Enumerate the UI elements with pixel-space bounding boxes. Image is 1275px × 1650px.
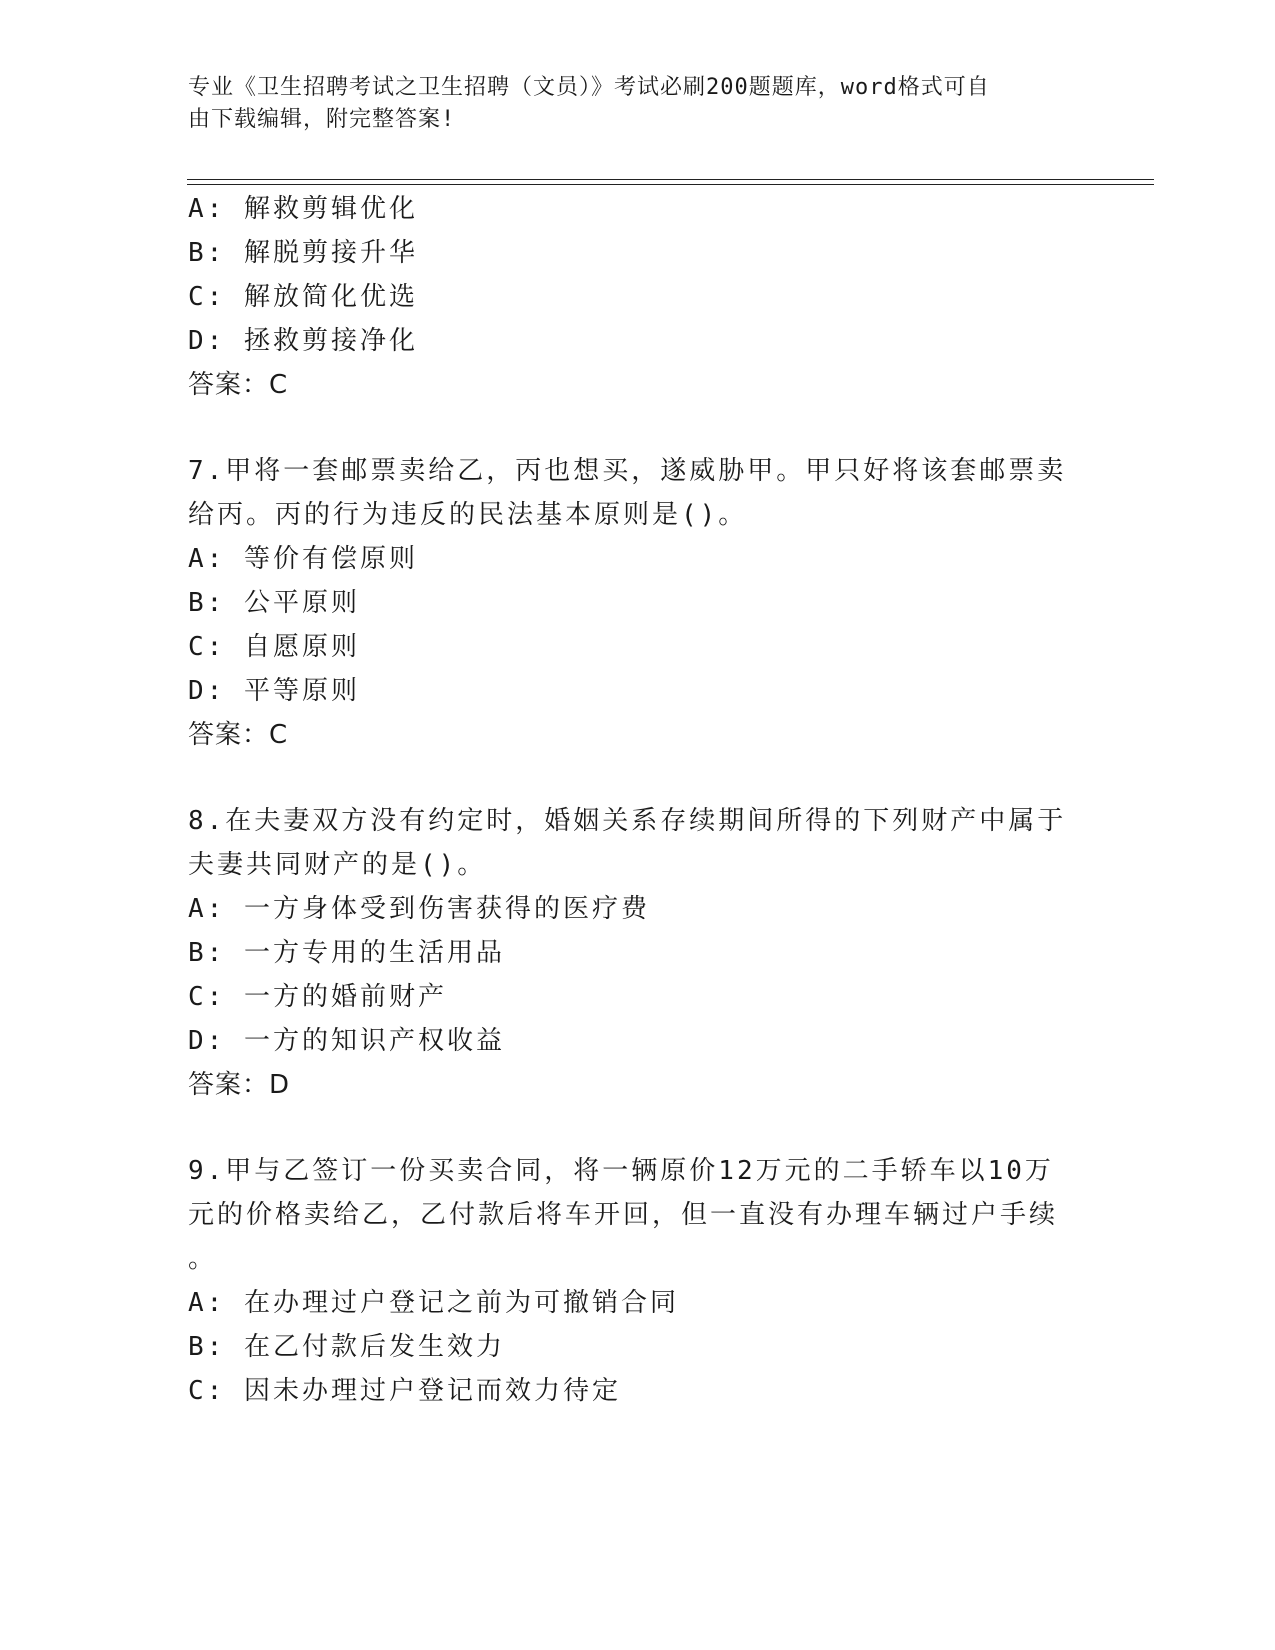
q8-option-d: D: 一方的知识产权收益 [188, 1026, 505, 1056]
q7-stem-line-2: 给丙。丙的行为违反的民法基本原则是()。 [188, 500, 748, 530]
q9-stem-line-1: 9.甲与乙签订一份买卖合同，将一辆原价12万元的二手轿车以10万 [188, 1156, 1054, 1186]
document-header [188, 72, 1068, 136]
header-line-1: 专业《卫生招聘考试之卫生招聘（文员）》考试必刷200题题库，word格式可自 [188, 75, 990, 100]
q6-answer: 答案：C [188, 370, 289, 400]
q9-stem-line-2: 元的价格卖给乙，乙付款后将车开回，但一直没有办理车辆过户手续 [188, 1200, 1059, 1230]
q7-option-d: D: 平等原则 [188, 676, 360, 706]
q9-option-a: A: 在办理过户登记之前为可撤销合同 [188, 1288, 679, 1318]
q9-stem-line-3: 。 [188, 1244, 218, 1274]
q8-stem-line-1: 8.在夫妻双方没有约定时，婚姻关系存续期间所得的下列财产中属于 [188, 806, 1067, 836]
q7-answer: 答案：C [188, 720, 289, 750]
q8-option-c: C: 一方的婚前财产 [188, 982, 447, 1012]
header-divider-bottom [187, 184, 1154, 185]
q9-option-c: C: 因未办理过户登记而效力待定 [188, 1376, 621, 1406]
q6-option-b: B: 解脱剪接升华 [188, 238, 418, 268]
q8-answer: 答案：D [188, 1070, 291, 1100]
q6-option-d: D: 拯救剪接净化 [188, 326, 418, 356]
q9-option-b: B: 在乙付款后发生效力 [188, 1332, 505, 1362]
q7-option-c: C: 自愿原则 [188, 632, 360, 662]
q8-option-a: A: 一方身体受到伤害获得的医疗费 [188, 894, 650, 924]
header-divider-top [187, 179, 1154, 180]
q6-option-c: C: 解放简化优选 [188, 282, 418, 312]
q6-option-a: A: 解救剪辑优化 [188, 194, 418, 224]
q7-option-b: B: 公平原则 [188, 588, 360, 618]
header-line-2: 由下载编辑，附完整答案! [188, 107, 456, 132]
q8-option-b: B: 一方专用的生活用品 [188, 938, 505, 968]
q7-option-a: A: 等价有偿原则 [188, 544, 418, 574]
q8-stem-line-2: 夫妻共同财产的是()。 [188, 850, 487, 880]
q7-stem-line-1: 7.甲将一套邮票卖给乙，丙也想买，遂威胁甲。甲只好将该套邮票卖 [188, 456, 1067, 486]
